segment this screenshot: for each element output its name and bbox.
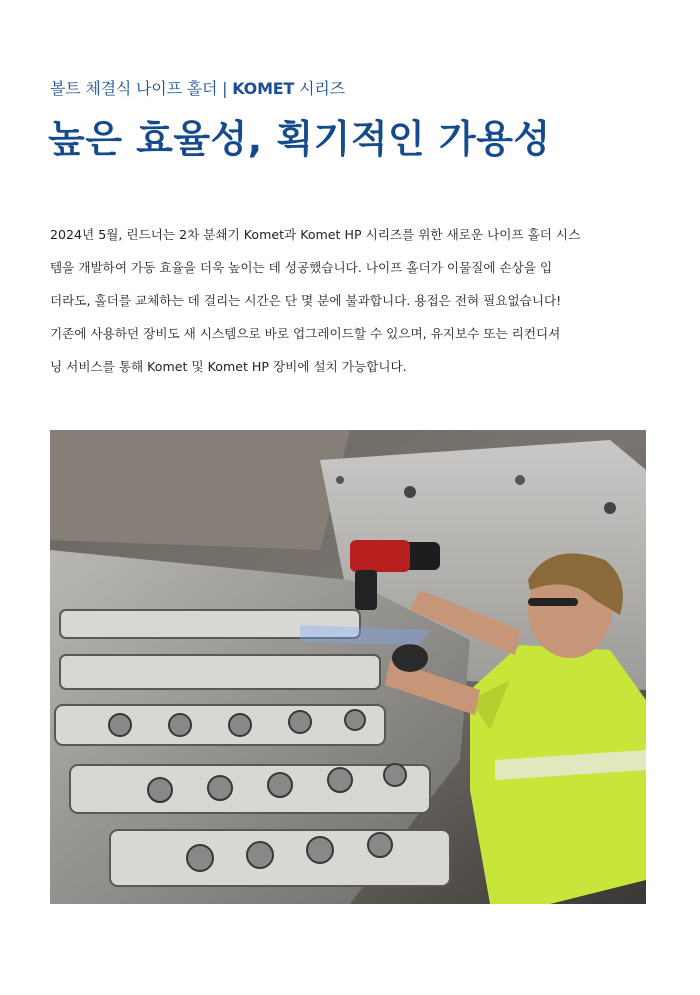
body-line: 더라도, 홀더를 교체하는 데 걸리는 시간은 단 몇 분에 불과합니다. 용접은 전혀 필요없습니다! <box>50 293 562 308</box>
photo-illustration <box>50 430 646 904</box>
kicker-suffix: 시리즈 <box>294 79 345 98</box>
kicker-separator: | <box>217 79 233 98</box>
body-paragraph <box>50 218 650 383</box>
body-line: 2024년 5월, 린드너는 2차 분쇄기 Komet과 Komet HP 시리즈를 위한 새로운 나이프 홀더 시스 <box>50 227 581 242</box>
body-line: 기존에 사용하던 장비도 새 시스템으로 바로 업그레이드할 수 있으며, 유지보수 또는 리컨디셔 <box>50 326 561 341</box>
body-line: 닝 서비스를 통해 Komet 및 Komet HP 장비에 설치 가능합니다. <box>50 359 407 374</box>
kicker-product: 볼트 체결식 나이프 홀더 <box>50 79 218 98</box>
kicker-brand: KOMET <box>232 79 295 98</box>
impact-wrench <box>350 540 410 572</box>
page-title: 높은 효율성, 획기적인 가용성 <box>48 117 551 161</box>
section-kicker <box>50 76 345 99</box>
body-line: 템을 개발하여 가동 효율을 더욱 높이는 데 성공했습니다. 나이프 홀더가 이물질에 손상을 입 <box>50 260 553 275</box>
technician-photo <box>50 430 646 904</box>
